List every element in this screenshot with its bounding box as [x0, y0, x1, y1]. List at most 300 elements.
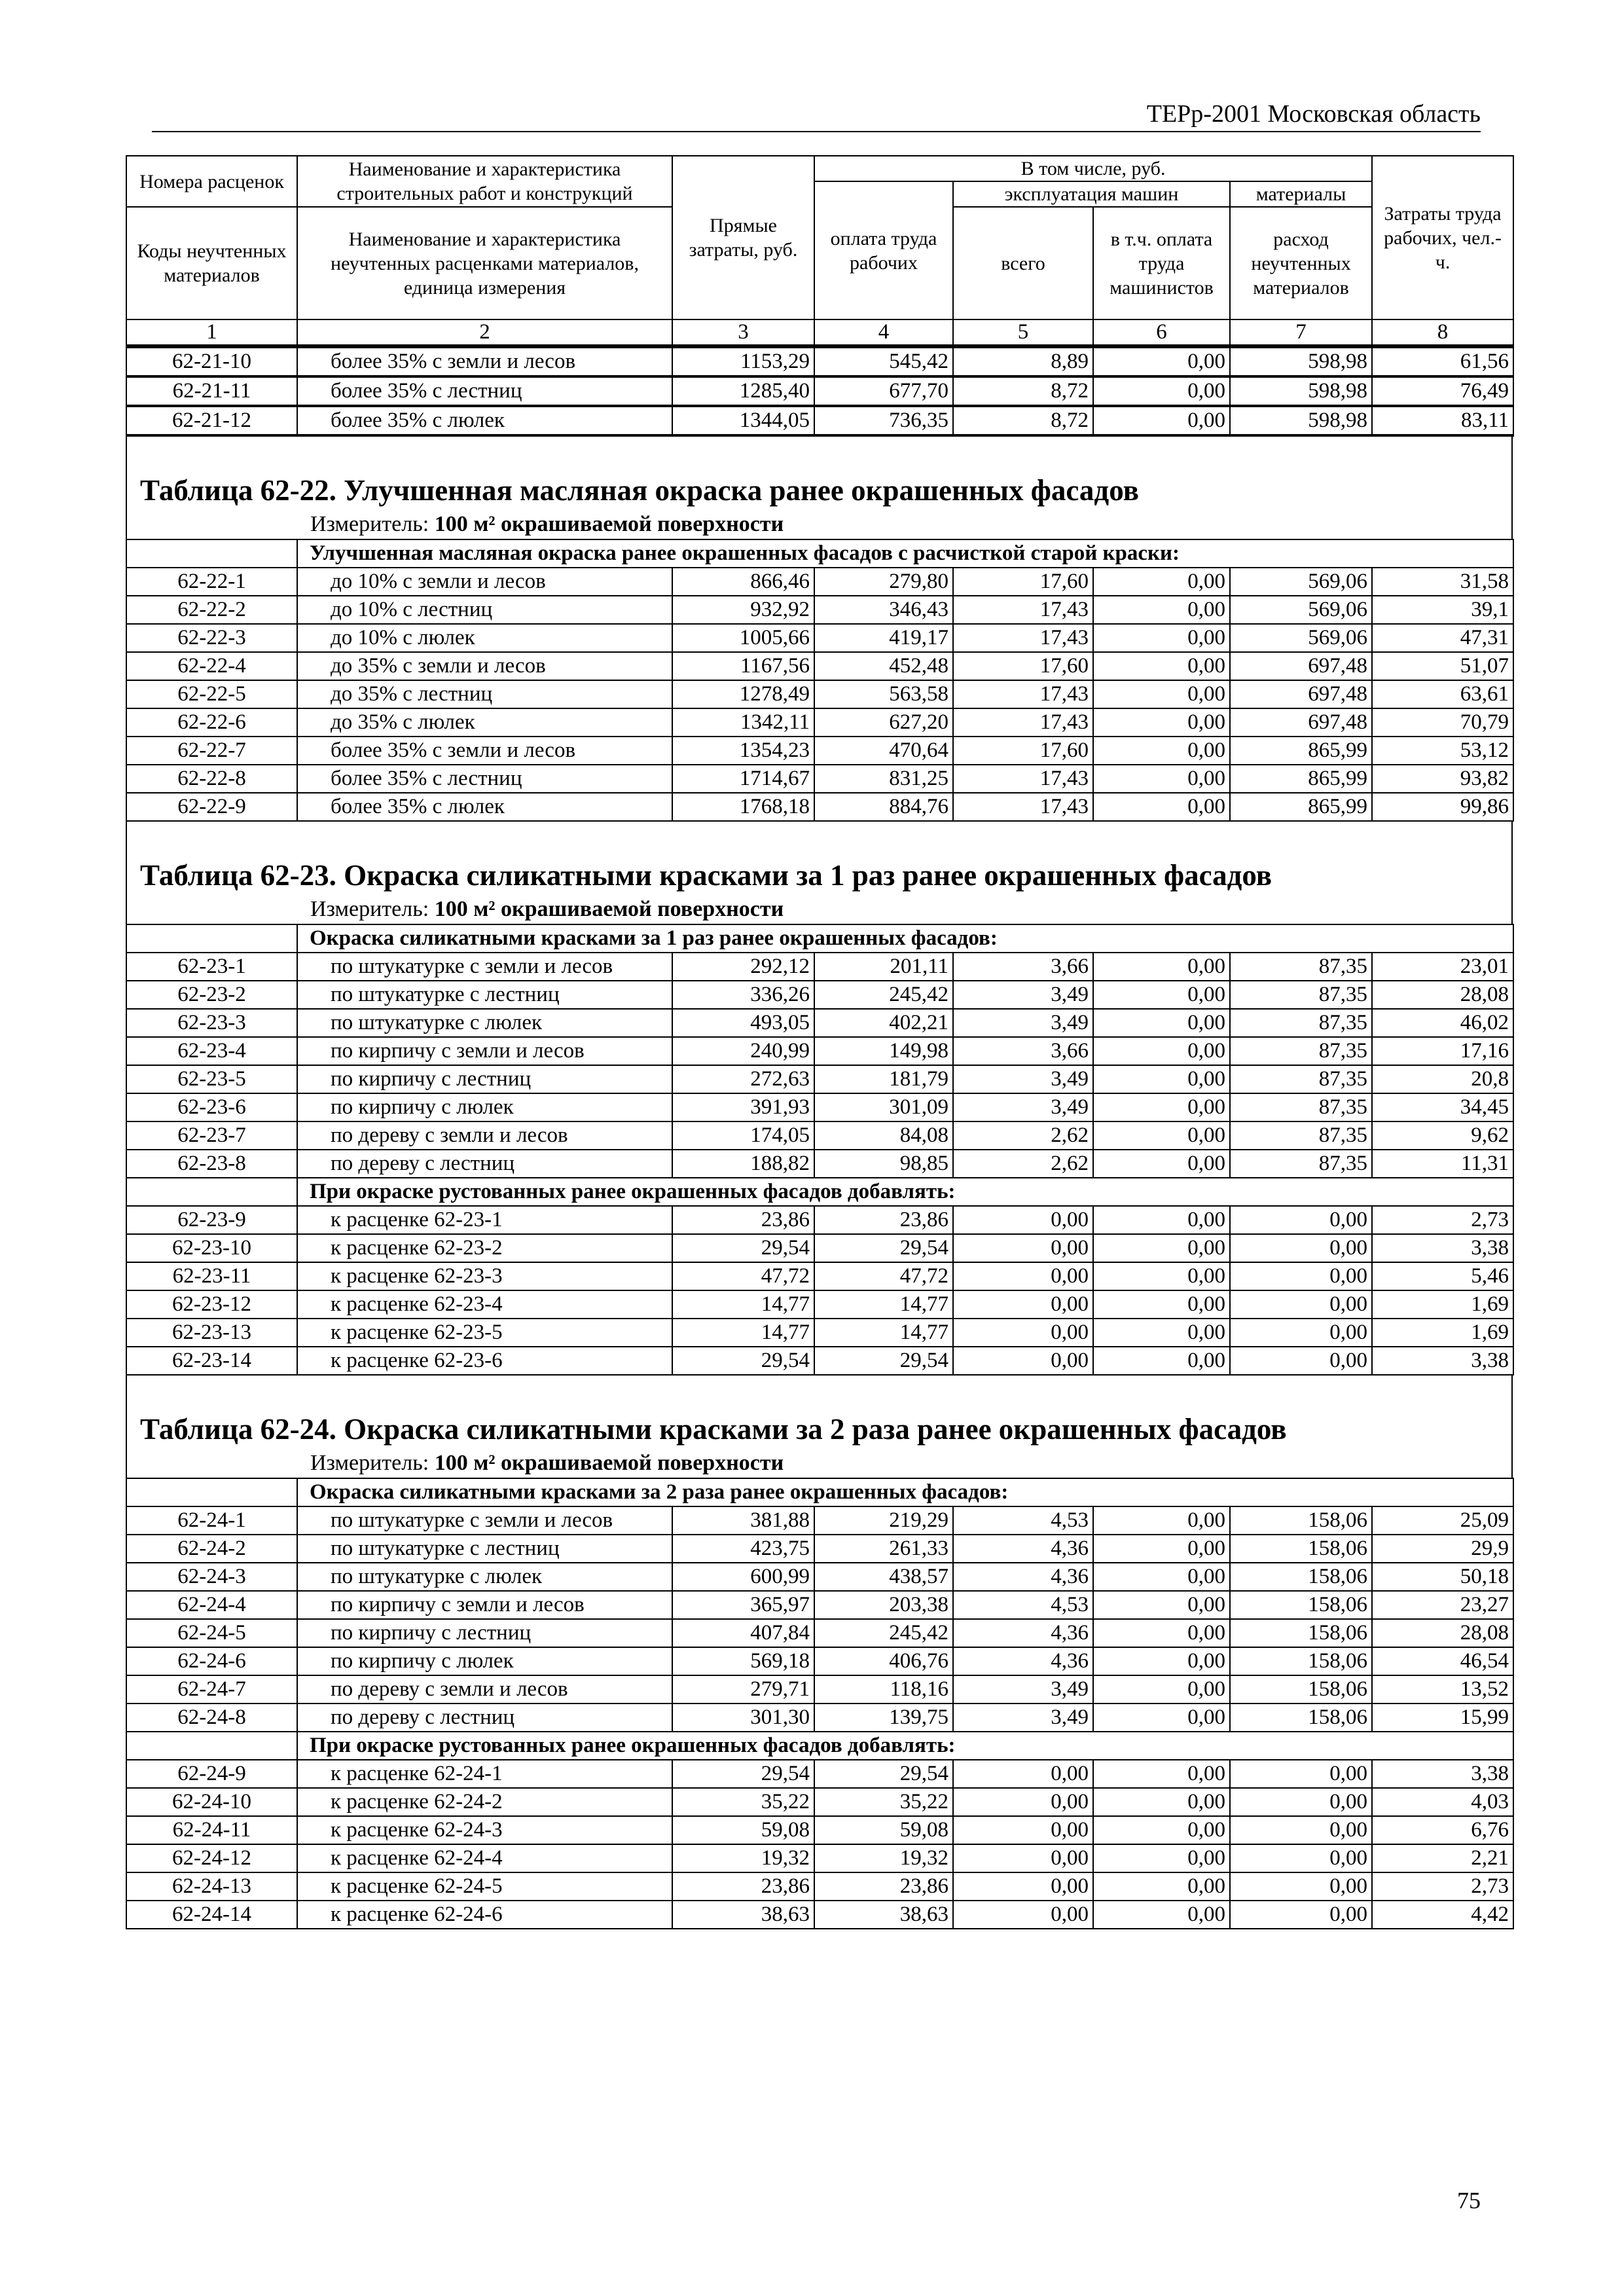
- header-machines: эксплуатация машин: [953, 181, 1230, 207]
- empty-cell: [126, 924, 297, 953]
- table-row: [126, 1872, 1513, 1901]
- direct-costs-cell: 47,72: [672, 1262, 814, 1290]
- work-name-cell: по кирпичу с земли и лесов: [297, 1037, 672, 1065]
- table-row: [126, 1844, 1513, 1872]
- labor-pay-cell: 245,42: [814, 1619, 953, 1647]
- work-name-cell: по кирпичу с лестниц: [297, 1619, 672, 1647]
- work-name-cell: к расценке 62-24-6: [297, 1901, 672, 1929]
- labor-hours-cell: 76,49: [1372, 376, 1513, 406]
- machinists-pay-cell: 0,00: [1093, 1535, 1230, 1563]
- machinists-pay-cell: 0,00: [1093, 1206, 1230, 1234]
- machinists-pay-cell: 0,00: [1093, 1506, 1230, 1535]
- work-name-cell: до 10% с земли и лесов: [297, 568, 672, 596]
- materials-cost-cell: 697,48: [1230, 708, 1372, 737]
- labor-pay-cell: 831,25: [814, 765, 953, 793]
- table-row: [126, 1290, 1513, 1319]
- direct-costs-cell: 23,86: [672, 1872, 814, 1901]
- section-table: [126, 1478, 1514, 1929]
- rate-code-cell: 62-21-10: [126, 348, 297, 376]
- labor-pay-cell: 545,42: [814, 348, 953, 376]
- direct-costs-cell: 381,88: [672, 1506, 814, 1535]
- direct-costs-cell: 569,18: [672, 1647, 814, 1675]
- table-row: [126, 652, 1513, 680]
- rate-code-cell: 62-22-5: [126, 680, 297, 708]
- materials-cost-cell: 598,98: [1230, 376, 1372, 406]
- section-title: Таблица 62-24. Окраска силикатными красками за 2 раза ранее окрашенных фасадов: [140, 1413, 1287, 1446]
- section-heading: [126, 822, 1513, 924]
- group-subheader-row: [126, 1478, 1513, 1506]
- work-name-cell: по штукатурке с люлек: [297, 1009, 672, 1037]
- table-row: [126, 596, 1513, 624]
- rate-code-cell: 62-24-7: [126, 1675, 297, 1704]
- rate-code-cell: 62-24-6: [126, 1647, 297, 1675]
- labor-hours-cell: 5,46: [1372, 1262, 1513, 1290]
- header-material-names: Наименование и характеристика неучтенных расценками материалов, единица измерения: [297, 207, 672, 319]
- labor-pay-cell: 23,86: [814, 1872, 953, 1901]
- labor-hours-cell: 3,38: [1372, 1347, 1513, 1375]
- machines-total-cell: 4,36: [953, 1619, 1093, 1647]
- table-row: [126, 1065, 1513, 1093]
- machines-total-cell: 4,53: [953, 1506, 1093, 1535]
- labor-hours-cell: 4,03: [1372, 1788, 1513, 1816]
- column-number: 1: [126, 319, 297, 346]
- machinists-pay-cell: 0,00: [1093, 1093, 1230, 1121]
- work-name-cell: до 10% с лестниц: [297, 596, 672, 624]
- header-materials-usage: расход неучтенных материалов: [1230, 207, 1372, 319]
- materials-cost-cell: 158,06: [1230, 1563, 1372, 1591]
- direct-costs-cell: 272,63: [672, 1065, 814, 1093]
- labor-hours-cell: 34,45: [1372, 1093, 1513, 1121]
- machines-total-cell: 0,00: [953, 1234, 1093, 1262]
- table-row: [126, 708, 1513, 737]
- labor-hours-cell: 29,9: [1372, 1535, 1513, 1563]
- machines-total-cell: 4,36: [953, 1563, 1093, 1591]
- labor-hours-cell: 61,56: [1372, 348, 1513, 376]
- machinists-pay-cell: 0,00: [1093, 624, 1230, 652]
- labor-pay-cell: 245,42: [814, 981, 953, 1009]
- machines-total-cell: 0,00: [953, 1290, 1093, 1319]
- column-number: 7: [1230, 319, 1372, 346]
- labor-hours-cell: 31,58: [1372, 568, 1513, 596]
- labor-hours-cell: 99,86: [1372, 793, 1513, 821]
- labor-hours-cell: 1,69: [1372, 1290, 1513, 1319]
- header-machines-total: всего: [953, 207, 1093, 319]
- work-name-cell: более 35% с земли и лесов: [297, 348, 672, 376]
- table-row: [126, 406, 1513, 435]
- table-row: [126, 1121, 1513, 1150]
- measure-label: Измеритель:: [310, 1451, 429, 1475]
- section-table: [126, 539, 1514, 822]
- materials-cost-cell: 598,98: [1230, 406, 1372, 435]
- rate-code-cell: 62-23-5: [126, 1065, 297, 1093]
- machines-total-cell: 17,60: [953, 568, 1093, 596]
- measure-label: Измеритель:: [310, 512, 429, 536]
- machines-total-cell: 2,62: [953, 1150, 1093, 1178]
- direct-costs-cell: 14,77: [672, 1319, 814, 1347]
- continued-rows-table: [126, 347, 1514, 437]
- materials-cost-cell: 87,35: [1230, 981, 1372, 1009]
- machinists-pay-cell: 0,00: [1093, 1872, 1230, 1901]
- materials-cost-cell: 0,00: [1230, 1844, 1372, 1872]
- machines-total-cell: 17,60: [953, 652, 1093, 680]
- machinists-pay-cell: 0,00: [1093, 793, 1230, 821]
- machinists-pay-cell: 0,00: [1093, 1816, 1230, 1844]
- machinists-pay-cell: 0,00: [1093, 680, 1230, 708]
- materials-cost-cell: 0,00: [1230, 1262, 1372, 1290]
- work-name-cell: более 35% с люлек: [297, 406, 672, 435]
- table-row: [126, 1037, 1513, 1065]
- work-name-cell: по штукатурке с лестниц: [297, 981, 672, 1009]
- rate-code-cell: 62-23-11: [126, 1262, 297, 1290]
- rate-code-cell: 62-22-2: [126, 596, 297, 624]
- labor-hours-cell: 2,21: [1372, 1844, 1513, 1872]
- rate-code-cell: 62-22-1: [126, 568, 297, 596]
- rate-code-cell: 62-24-14: [126, 1901, 297, 1929]
- column-number: 8: [1372, 319, 1513, 346]
- machinists-pay-cell: 0,00: [1093, 1121, 1230, 1150]
- machinists-pay-cell: 0,00: [1093, 1901, 1230, 1929]
- table-row: [126, 1901, 1513, 1929]
- labor-pay-cell: 419,17: [814, 624, 953, 652]
- work-name-cell: к расценке 62-23-5: [297, 1319, 672, 1347]
- work-name-cell: более 35% с лестниц: [297, 376, 672, 406]
- section-heading: [126, 437, 1513, 539]
- work-name-cell: к расценке 62-23-6: [297, 1347, 672, 1375]
- materials-cost-cell: 158,06: [1230, 1506, 1372, 1535]
- labor-hours-cell: 2,73: [1372, 1206, 1513, 1234]
- machinists-pay-cell: 0,00: [1093, 1037, 1230, 1065]
- materials-cost-cell: 87,35: [1230, 1150, 1372, 1178]
- machinists-pay-cell: 0,00: [1093, 981, 1230, 1009]
- rate-code-cell: 62-24-10: [126, 1788, 297, 1816]
- empty-cell: [126, 1178, 297, 1206]
- rate-code-cell: 62-24-12: [126, 1844, 297, 1872]
- work-name-cell: до 35% с земли и лесов: [297, 652, 672, 680]
- machinists-pay-cell: 0,00: [1093, 1563, 1230, 1591]
- labor-pay-cell: 139,75: [814, 1704, 953, 1732]
- header-machinists-pay: в т.ч. оплата труда машинистов: [1093, 207, 1230, 319]
- materials-cost-cell: 598,98: [1230, 348, 1372, 376]
- machines-total-cell: 4,36: [953, 1535, 1093, 1563]
- table-row: [126, 1816, 1513, 1844]
- table-row: [126, 1009, 1513, 1037]
- materials-cost-cell: 0,00: [1230, 1319, 1372, 1347]
- group-subheader: Улучшенная масляная окраска ранее окрашенных фасадов с расчисткой старой краски:: [297, 539, 1513, 568]
- machines-total-cell: 17,43: [953, 596, 1093, 624]
- rate-code-cell: 62-22-8: [126, 765, 297, 793]
- direct-costs-cell: 932,92: [672, 596, 814, 624]
- labor-pay-cell: 402,21: [814, 1009, 953, 1037]
- running-head: ТЕРр-2001 Московская область: [152, 97, 1481, 132]
- header-materials: материалы: [1230, 181, 1372, 207]
- empty-cell: [126, 1732, 297, 1760]
- machinists-pay-cell: 0,00: [1093, 652, 1230, 680]
- measure-value: 100 м² окрашиваемой поверхности: [434, 1451, 784, 1475]
- machinists-pay-cell: 0,00: [1093, 1319, 1230, 1347]
- labor-hours-cell: 1,69: [1372, 1319, 1513, 1347]
- work-name-cell: к расценке 62-24-2: [297, 1788, 672, 1816]
- direct-costs-cell: 301,30: [672, 1704, 814, 1732]
- rate-code-cell: 62-21-12: [126, 406, 297, 435]
- labor-pay-cell: 201,11: [814, 953, 953, 981]
- rate-code-cell: 62-23-10: [126, 1234, 297, 1262]
- labor-pay-cell: 29,54: [814, 1234, 953, 1262]
- materials-cost-cell: 158,06: [1230, 1535, 1372, 1563]
- column-number: 3: [672, 319, 814, 346]
- machinists-pay-cell: 0,00: [1093, 348, 1230, 376]
- machines-total-cell: 8,72: [953, 376, 1093, 406]
- machines-total-cell: 17,43: [953, 708, 1093, 737]
- labor-hours-cell: 9,62: [1372, 1121, 1513, 1150]
- section-title: Таблица 62-23. Окраска силикатными красками за 1 раз ранее окрашенных фасадов: [140, 859, 1272, 892]
- materials-cost-cell: 87,35: [1230, 1093, 1372, 1121]
- work-name-cell: к расценке 62-23-2: [297, 1234, 672, 1262]
- machines-total-cell: 3,49: [953, 1009, 1093, 1037]
- work-name-cell: к расценке 62-24-3: [297, 1816, 672, 1844]
- table-row: [126, 624, 1513, 652]
- machines-total-cell: 0,00: [953, 1844, 1093, 1872]
- table-row: [126, 376, 1513, 406]
- direct-costs-cell: 59,08: [672, 1816, 814, 1844]
- machines-total-cell: 3,66: [953, 953, 1093, 981]
- work-name-cell: по штукатурке с земли и лесов: [297, 1506, 672, 1535]
- machinists-pay-cell: 0,00: [1093, 376, 1230, 406]
- machinists-pay-cell: 0,00: [1093, 1150, 1230, 1178]
- section-title: Таблица 62-22. Улучшенная масляная окраска ранее окрашенных фасадов: [140, 474, 1139, 507]
- materials-cost-cell: 0,00: [1230, 1206, 1372, 1234]
- work-name-cell: к расценке 62-24-4: [297, 1844, 672, 1872]
- labor-pay-cell: 35,22: [814, 1788, 953, 1816]
- labor-hours-cell: 2,73: [1372, 1872, 1513, 1901]
- machinists-pay-cell: 0,00: [1093, 1619, 1230, 1647]
- materials-cost-cell: 158,06: [1230, 1647, 1372, 1675]
- materials-cost-cell: 0,00: [1230, 1816, 1372, 1844]
- table-row: [126, 1319, 1513, 1347]
- machines-total-cell: 0,00: [953, 1206, 1093, 1234]
- group-subheader: При окраске рустованных ранее окрашенных фасадов добавлять:: [297, 1178, 1513, 1206]
- materials-cost-cell: 158,06: [1230, 1591, 1372, 1619]
- machinists-pay-cell: 0,00: [1093, 406, 1230, 435]
- labor-pay-cell: 118,16: [814, 1675, 953, 1704]
- labor-hours-cell: 3,38: [1372, 1234, 1513, 1262]
- direct-costs-cell: 174,05: [672, 1121, 814, 1150]
- rate-code-cell: 62-24-11: [126, 1816, 297, 1844]
- column-number: 5: [953, 319, 1093, 346]
- work-name-cell: более 35% с люлек: [297, 793, 672, 821]
- labor-pay-cell: 149,98: [814, 1037, 953, 1065]
- empty-cell: [126, 1478, 297, 1506]
- materials-cost-cell: 0,00: [1230, 1290, 1372, 1319]
- materials-cost-cell: 87,35: [1230, 953, 1372, 981]
- labor-hours-cell: 15,99: [1372, 1704, 1513, 1732]
- group-subheader: Окраска силикатными красками за 1 раз ранее окрашенных фасадов:: [297, 924, 1513, 953]
- machines-total-cell: 2,62: [953, 1121, 1093, 1150]
- rate-code-cell: 62-23-7: [126, 1121, 297, 1150]
- work-name-cell: к расценке 62-23-3: [297, 1262, 672, 1290]
- group-subheader-row: [126, 924, 1513, 953]
- materials-cost-cell: 0,00: [1230, 1234, 1372, 1262]
- labor-hours-cell: 51,07: [1372, 652, 1513, 680]
- materials-cost-cell: 569,06: [1230, 624, 1372, 652]
- work-name-cell: к расценке 62-23-4: [297, 1290, 672, 1319]
- table-row: [126, 1675, 1513, 1704]
- machines-total-cell: 8,89: [953, 348, 1093, 376]
- machinists-pay-cell: 0,00: [1093, 1788, 1230, 1816]
- table-row: [126, 765, 1513, 793]
- direct-costs-cell: 35,22: [672, 1788, 814, 1816]
- machinists-pay-cell: 0,00: [1093, 1844, 1230, 1872]
- rate-code-cell: 62-23-4: [126, 1037, 297, 1065]
- machinists-pay-cell: 0,00: [1093, 1704, 1230, 1732]
- rate-code-cell: 62-23-8: [126, 1150, 297, 1178]
- rate-code-cell: 62-22-9: [126, 793, 297, 821]
- work-name-cell: по штукатурке с земли и лесов: [297, 953, 672, 981]
- machines-total-cell: 0,00: [953, 1319, 1093, 1347]
- table-row: [126, 1591, 1513, 1619]
- header-direct-costs: Прямые затраты, руб.: [672, 156, 814, 319]
- work-name-cell: по дереву с земли и лесов: [297, 1675, 672, 1704]
- materials-cost-cell: 697,48: [1230, 680, 1372, 708]
- rate-code-cell: 62-23-13: [126, 1319, 297, 1347]
- measure-value: 100 м² окрашиваемой поверхности: [434, 512, 784, 536]
- group-subheader-row: [126, 1178, 1513, 1206]
- table-row: [126, 1788, 1513, 1816]
- table-row: [126, 1506, 1513, 1535]
- direct-costs-cell: 29,54: [672, 1760, 814, 1788]
- table-row: [126, 568, 1513, 596]
- table-row: [126, 1234, 1513, 1262]
- work-name-cell: по дереву с земли и лесов: [297, 1121, 672, 1150]
- machines-total-cell: 3,49: [953, 981, 1093, 1009]
- machinists-pay-cell: 0,00: [1093, 765, 1230, 793]
- work-name-cell: к расценке 62-23-1: [297, 1206, 672, 1234]
- direct-costs-cell: 23,86: [672, 1206, 814, 1234]
- work-name-cell: по дереву с лестниц: [297, 1704, 672, 1732]
- materials-cost-cell: 158,06: [1230, 1704, 1372, 1732]
- machinists-pay-cell: 0,00: [1093, 1262, 1230, 1290]
- materials-cost-cell: 0,00: [1230, 1760, 1372, 1788]
- labor-hours-cell: 63,61: [1372, 680, 1513, 708]
- machines-total-cell: 17,43: [953, 624, 1093, 652]
- labor-hours-cell: 17,16: [1372, 1037, 1513, 1065]
- work-name-cell: по кирпичу с люлек: [297, 1647, 672, 1675]
- labor-hours-cell: 83,11: [1372, 406, 1513, 435]
- labor-pay-cell: 29,54: [814, 1347, 953, 1375]
- rate-code-cell: 62-24-5: [126, 1619, 297, 1647]
- machines-total-cell: 17,43: [953, 793, 1093, 821]
- table-row: [126, 1206, 1513, 1234]
- materials-cost-cell: 0,00: [1230, 1901, 1372, 1929]
- section-table: [126, 924, 1514, 1376]
- labor-pay-cell: 279,80: [814, 568, 953, 596]
- labor-hours-cell: 4,42: [1372, 1901, 1513, 1929]
- table-row: [126, 1347, 1513, 1375]
- labor-hours-cell: 93,82: [1372, 765, 1513, 793]
- labor-pay-cell: 84,08: [814, 1121, 953, 1150]
- materials-cost-cell: 87,35: [1230, 1037, 1372, 1065]
- labor-hours-cell: 47,31: [1372, 624, 1513, 652]
- direct-costs-cell: 29,54: [672, 1234, 814, 1262]
- rate-code-cell: 62-22-6: [126, 708, 297, 737]
- labor-pay-cell: 563,58: [814, 680, 953, 708]
- labor-hours-cell: 70,79: [1372, 708, 1513, 737]
- work-name-cell: более 35% с земли и лесов: [297, 737, 672, 765]
- group-subheader-row: [126, 539, 1513, 568]
- labor-hours-cell: 25,09: [1372, 1506, 1513, 1535]
- direct-costs-cell: 279,71: [672, 1675, 814, 1704]
- machinists-pay-cell: 0,00: [1093, 1234, 1230, 1262]
- section-heading: [126, 1376, 1513, 1478]
- labor-hours-cell: 28,08: [1372, 981, 1513, 1009]
- rates-document: [126, 155, 1513, 1929]
- labor-hours-cell: 50,18: [1372, 1563, 1513, 1591]
- machines-total-cell: 3,49: [953, 1704, 1093, 1732]
- rate-code-cell: 62-24-1: [126, 1506, 297, 1535]
- work-name-cell: до 10% с люлек: [297, 624, 672, 652]
- group-subheader: При окраске рустованных ранее окрашенных фасадов добавлять:: [297, 1732, 1513, 1760]
- machinists-pay-cell: 0,00: [1093, 737, 1230, 765]
- group-subheader-row: [126, 1732, 1513, 1760]
- machinists-pay-cell: 0,00: [1093, 1591, 1230, 1619]
- rate-code-cell: 62-23-9: [126, 1206, 297, 1234]
- machines-total-cell: 4,36: [953, 1647, 1093, 1675]
- header-work-name: Наименование и характеристика строительных работ и конструкций: [297, 156, 672, 207]
- rate-code-cell: 62-23-6: [126, 1093, 297, 1121]
- measure-line: [127, 1449, 1511, 1478]
- work-name-cell: более 35% с лестниц: [297, 765, 672, 793]
- direct-costs-cell: 423,75: [672, 1535, 814, 1563]
- materials-cost-cell: 158,06: [1230, 1619, 1372, 1647]
- column-header-table: [126, 155, 1514, 347]
- direct-costs-cell: 188,82: [672, 1150, 814, 1178]
- labor-pay-cell: 438,57: [814, 1563, 953, 1591]
- direct-costs-cell: 292,12: [672, 953, 814, 981]
- labor-hours-cell: 28,08: [1372, 1619, 1513, 1647]
- labor-hours-cell: 20,8: [1372, 1065, 1513, 1093]
- work-name-cell: до 35% с лестниц: [297, 680, 672, 708]
- table-row: [126, 1563, 1513, 1591]
- work-name-cell: по кирпичу с земли и лесов: [297, 1591, 672, 1619]
- machinists-pay-cell: 0,00: [1093, 953, 1230, 981]
- table-row: [126, 793, 1513, 821]
- rate-code-cell: 62-23-1: [126, 953, 297, 981]
- machinists-pay-cell: 0,00: [1093, 1347, 1230, 1375]
- machines-total-cell: 3,49: [953, 1065, 1093, 1093]
- labor-hours-cell: 11,31: [1372, 1150, 1513, 1178]
- rate-code-cell: 62-22-4: [126, 652, 297, 680]
- machines-total-cell: 0,00: [953, 1901, 1093, 1929]
- group-subheader: Окраска силикатными красками за 2 раза ранее окрашенных фасадов:: [297, 1478, 1513, 1506]
- page-number: 75: [1457, 2187, 1481, 2214]
- direct-costs-cell: 391,93: [672, 1093, 814, 1121]
- machinists-pay-cell: 0,00: [1093, 568, 1230, 596]
- machines-total-cell: 0,00: [953, 1347, 1093, 1375]
- labor-pay-cell: 627,20: [814, 708, 953, 737]
- labor-hours-cell: 46,54: [1372, 1647, 1513, 1675]
- table-row: [126, 1647, 1513, 1675]
- header-including: В том числе, руб.: [814, 156, 1372, 181]
- labor-hours-cell: 46,02: [1372, 1009, 1513, 1037]
- direct-costs-cell: 1714,67: [672, 765, 814, 793]
- direct-costs-cell: 1342,11: [672, 708, 814, 737]
- labor-hours-cell: 23,01: [1372, 953, 1513, 981]
- rate-code-cell: 62-22-7: [126, 737, 297, 765]
- machines-total-cell: 8,72: [953, 406, 1093, 435]
- table-row: [126, 953, 1513, 981]
- rate-code-cell: 62-24-13: [126, 1872, 297, 1901]
- direct-costs-cell: 365,97: [672, 1591, 814, 1619]
- machines-total-cell: 3,49: [953, 1093, 1093, 1121]
